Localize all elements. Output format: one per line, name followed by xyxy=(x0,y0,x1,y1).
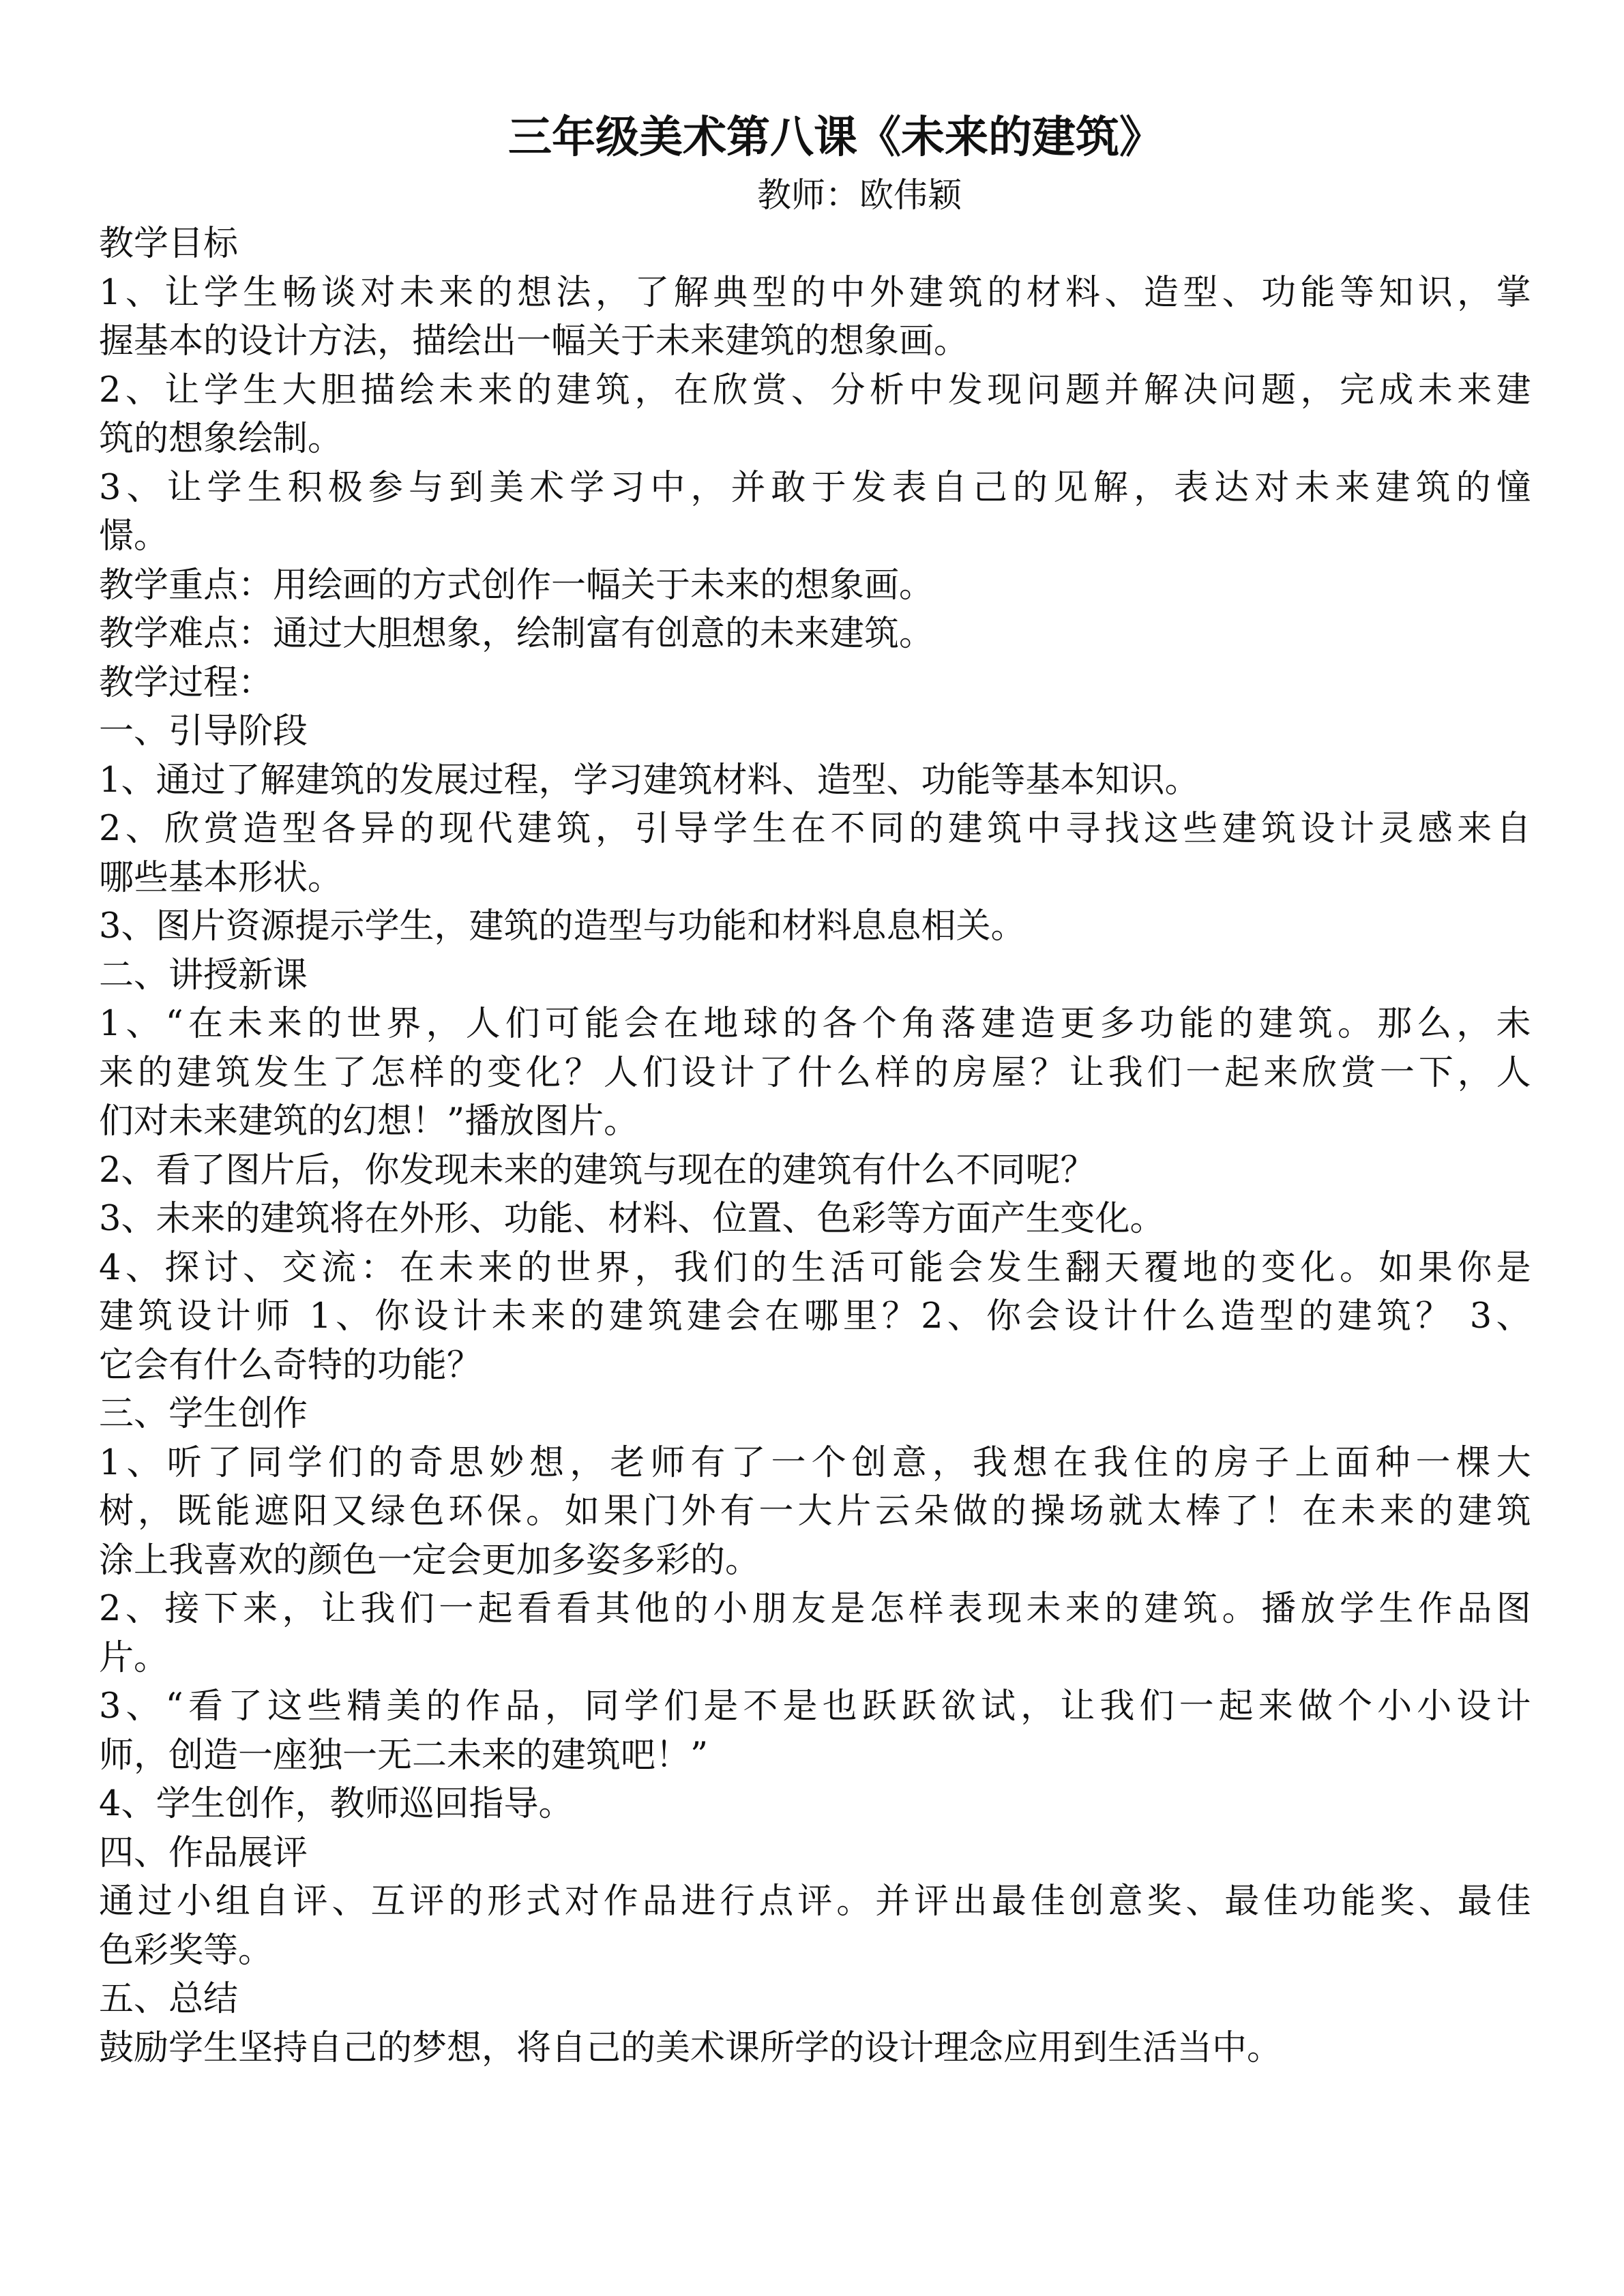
document-body xyxy=(99,220,1531,2072)
text-line: 4、学生创作，教师巡回指导。 xyxy=(99,1784,574,1824)
text-line: 来 的 建 筑 发 生 了 怎 样 的 变 化 ？ 人 们 设 计 了 什 么 样 的 房 屋 ？ 让 我 们 一 起 来 欣 赏 一 下 ， 人 xyxy=(99,1052,1531,1093)
text-line: 教学过程： xyxy=(99,662,274,703)
text-line: 1 、 听 了 同 学 们 的 奇 思 妙 想 ， 老 师 有 了 一 个 创 意 ， 我 想 在 我 住 的 房 子 上 面 种 一 棵 大 xyxy=(99,1442,1531,1483)
text-line: 树 ， 既 能 遮 阳 又 绿 色 环 保 。 如 果 门 外 有 一 大 片 云 朵 做 的 操 场 就 太 棒 了 ！ 在 未 来 的 建 筑 xyxy=(99,1491,1531,1532)
text-line: 它会有什么奇特的功能？ xyxy=(99,1345,482,1386)
text-line: 3 、 “ 看 了 这 些 精 美 的 作 品 ， 同 学 们 是 不 是 也 跃 跃 欲 试 ， 让 我 们 一 起 来 做 个 小 小 设 计 xyxy=(99,1686,1531,1727)
text-line: 建 筑 设 计 师 1 、 你 设 计 未 来 的 建 筑 建 会 在 哪 里 ？ 2 、 你 会 设 计 什 么 造 型 的 建 筑 ？ 3 、 xyxy=(99,1296,1531,1337)
text-line: 鼓励学生坚持自己的梦想，将自己的美术课所学的设计理念应用到生活当中。 xyxy=(99,2027,1282,2068)
text-line: 1、通过了解建筑的发展过程，学习建筑材料、造型、功能等基本知识。 xyxy=(99,760,1200,801)
text-line: 握基本的设计方法，描绘出一幅关于未来建筑的想象画。 xyxy=(99,321,969,361)
text-line: 哪些基本形状。 xyxy=(99,857,343,898)
text-line: 教学目标 xyxy=(99,224,239,264)
text-line: 片。 xyxy=(99,1637,169,1678)
text-line: 憬。 xyxy=(99,516,169,556)
text-line: 筑的想象绘制。 xyxy=(99,419,343,459)
text-line: 师，创造一座独一无二未来的建筑吧！” xyxy=(99,1735,709,1776)
text-line: 五、总结 xyxy=(99,1979,239,2019)
text-line: 3 、 让 学 生 积 极 参 与 到 美 术 学 习 中 ， 并 敢 于 发 表 自 己 的 见 解 ， 表 达 对 未 来 建 筑 的 憧 xyxy=(99,467,1531,508)
text-line: 色彩奖等。 xyxy=(99,1930,274,1971)
text-line: 4 、 探 讨 、 交 流 ： 在 未 来 的 世 界 ， 我 们 的 生 活 可 能 会 发 生 翻 天 覆 地 的 变 化 。 如 果 你 是 xyxy=(99,1247,1531,1288)
text-line: 一、引导阶段 xyxy=(99,711,308,751)
document-page xyxy=(99,109,1531,2072)
text-line: 2 、 欣 赏 造 型 各 异 的 现 代 建 筑 ， 引 导 学 生 在 不 同 的 建 筑 中 寻 找 这 些 建 筑 设 计 灵 感 来 自 xyxy=(99,809,1531,849)
text-line: 2、看了图片后，你发现未来的建筑与现在的建筑有什么不同呢？ xyxy=(99,1150,1095,1191)
text-line: 通 过 小 组 自 评 、 互 评 的 形 式 对 作 品 进 行 点 评 。 并 评 出 最 佳 创 意 奖 、 最 佳 功 能 奖 、 最 佳 xyxy=(99,1881,1531,1922)
text-line: 教学重点：用绘画的方式创作一幅关于未来的想象画。 xyxy=(99,565,934,606)
text-line: 二、讲授新课 xyxy=(99,955,308,996)
text-line: 四、作品展评 xyxy=(99,1832,308,1873)
text-line: 教学难点：通过大胆想象，绘制富有创意的未来建筑。 xyxy=(99,614,934,654)
text-line: 1 、 让 学 生 畅 谈 对 未 来 的 想 法 ， 了 解 典 型 的 中 外 建 筑 的 材 料 、 造 型 、 功 能 等 知 识 ， 掌 xyxy=(99,272,1531,313)
text-line: 2 、 让 学 生 大 胆 描 绘 未 来 的 建 筑 ， 在 欣 赏 、 分 析 中 发 现 问 题 并 解 决 问 题 ， 完 成 未 来 建 xyxy=(99,370,1531,411)
teacher-name: 教师：欧伟颖 xyxy=(757,175,962,215)
page-title: 三年级美术第八课《未来的建筑》 xyxy=(508,113,1163,163)
text-line: 涂上我喜欢的颜色一定会更加多姿多彩的。 xyxy=(99,1540,761,1581)
text-line: 三、学生创作 xyxy=(99,1394,308,1434)
text-line: 2 、 接 下 来 ， 让 我 们 一 起 看 看 其 他 的 小 朋 友 是 怎 样 表 现 未 来 的 建 筑 。 播 放 学 生 作 品 图 xyxy=(99,1589,1531,1629)
text-line: 3、未来的建筑将在外形、功能、材料、位置、色彩等方面产生变化。 xyxy=(99,1199,1165,1239)
text-line: 们对未来建筑的幻想！”播放图片。 xyxy=(99,1101,639,1142)
text-line: 1 、 “ 在 未 来 的 世 界 ， 人 们 可 能 会 在 地 球 的 各 个 角 落 建 造 更 多 功 能 的 建 筑 。 那 么 ， 未 xyxy=(99,1004,1531,1044)
text-line: 3、图片资源提示学生，建筑的造型与功能和材料息息相关。 xyxy=(99,906,1026,946)
